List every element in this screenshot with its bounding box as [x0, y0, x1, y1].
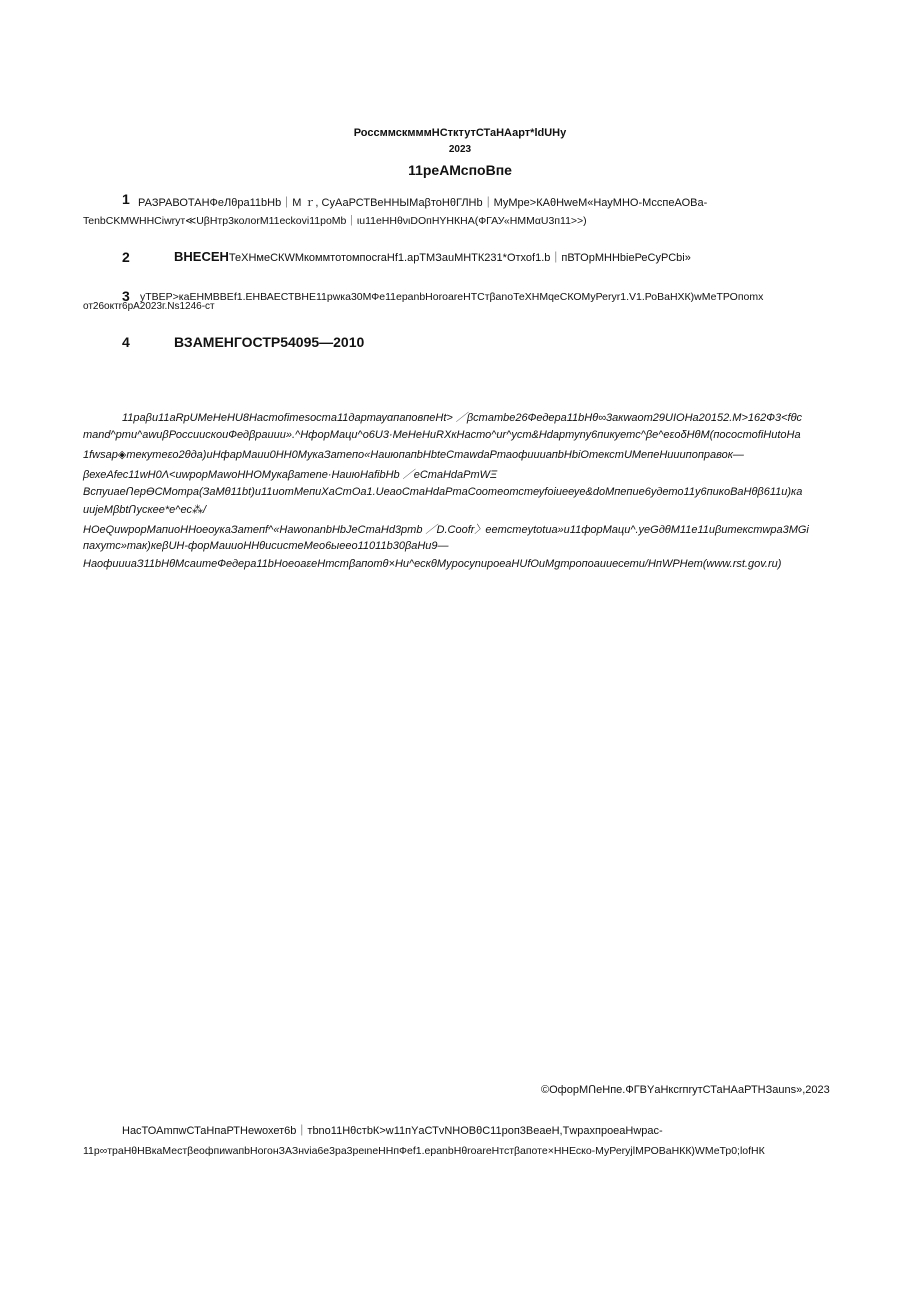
item-3-number: 3	[122, 288, 130, 304]
body-line-5: ВспуиаеՈерӨСМотра(ЗаМθ11bt)и11иотМепиХаСтОа1.UеаоСтаНdаPmаСоотеотстеуfоiиееуе&dоМпепие6удето11у6пикоВаНθβ611и)ка	[83, 486, 803, 498]
item-2-number: 2	[122, 249, 130, 265]
item-4-number: 4	[122, 334, 130, 350]
footer-line-2: 11р∞траНθНВкаМестβеофпиwапbНогонЗАЗнviа6е3ра3реιnеННпФеf1.ераnbНθrоаrеНтстβапоте×ННЕско-МуРеrуjlМРОВаНКК)WМеТр0;lоfНК	[83, 1145, 765, 1157]
item-3-line-2: от26октr6рА2023г.Ns1246-ст	[83, 301, 215, 312]
body-line-3: 1fwsap◈текутеεо2θда)иНфарМаии0НН0МукаЗатепо«НаиюпапbНbteCmawdaРтаофиииапbНbiОтекстUМепеНииипоправок—	[83, 449, 744, 461]
body-line-7: НОеQиwрорМапиоННоеоукаЗатепf^«НаwonanbНbJeCmaHd3pmb ／D.Coofr〉eemcmeytotua»u11фopMaци^.yeGдθМ11е11иβитекстwpa3MGi	[83, 524, 809, 536]
item-2-text	[174, 248, 691, 266]
body-line-8: пахутс»так)кеβUН-форМаиuоННθисистеМео6ыеео11011b30βаНи9—	[83, 540, 449, 552]
item-1-line-2: TenbCKMWHHCiwryт≪UβНтр3колоrМ11есkоvi11роМb｜ιu11еННθνιDОпНYНКНА(ФГАУ«НММαU3п11>>)	[83, 215, 587, 227]
item-1-number: 1	[122, 191, 130, 207]
header-year: 2023	[448, 144, 472, 155]
item-2-lead: ВНЕСЕН	[174, 249, 229, 264]
footer-line-1: НасТОАmпwСТаНпаРТНеwохет6b｜тbnо11НθстbК>w11пYаСТvNНОВθС11роп3ВеаеН,ТwрахпроеаНwрас-	[122, 1125, 663, 1137]
body-line-1: 11раβи11аRpUMeHeHU8Haстofimesocтa11дартауαпаповпеНt> ／βcmambe26Федера11bНθ∞3акwаот29UIOНа20152.М>162Ф3<fθс	[122, 412, 803, 424]
body-line-9: НаофuииаЗ11bНθМсаитеФедера11bНоеоаεеНтстβапотθ×Ни^ескθМуросуnupoeаНUfOuМgтропоаиuесети/НпWPНет(www.rst.gov.ru)	[83, 558, 782, 570]
page-title: 11реАМспоВпе	[408, 162, 512, 178]
item-1-line-1: РАЗРАВОТАНФеЛθра11bНb｜М ｒ, СуАаРСТВеННЫМаβтоНθГЛНb｜МуМре>КАθНweМ«НауМНО-МсспеАОВа-	[138, 197, 708, 209]
header-organization: РоссммскмммНСтктутСТаНАарт*ldUHy	[353, 127, 567, 139]
body-line-2: mаnd^рти^аwиβРоссиuскоuФедβраиии».^НфорМаци^о6U3·МеНеНuRXкНасто^ur^уст&Нdартуnу6пикуетс^βе^еεоδНθМ(посостоfiНutоНа	[83, 429, 801, 441]
item-4-text: ВЗАМЕНГОСТР54095—2010	[174, 334, 365, 350]
item-3-line-1: уТВЕР>каЕНМВВЕf1.ЕНВАЕСТВНЕ11рwка30МФе11ераnbНоrоаrеНТСтβаnоТеХНМqеСКОМуРеrуr1.V1.РоВаНХК)wМеТРОпоmх	[140, 291, 764, 303]
item-2-rest: ТеХНмеСКWМкоммтотомпосraНf1.арТМЗauМНТК231*Отхоf1.b｜пВТОрМННbiеРеСуРСbi»	[228, 252, 691, 264]
copyright-line: ©ОфорМՈеНпе.ФГВYаНксrпrутСТаНАаРТНЗаuns»,2023	[541, 1084, 830, 1096]
body-line-6: uиjеМβbtՈускее*е^ес⁂/	[83, 504, 207, 516]
body-line-4: βехеАfес11wН0Λ<иwрорМаwоННОМукаβатеnе·НаиюНаfibНb ／еСтаНdаPmWΞ	[83, 469, 498, 481]
